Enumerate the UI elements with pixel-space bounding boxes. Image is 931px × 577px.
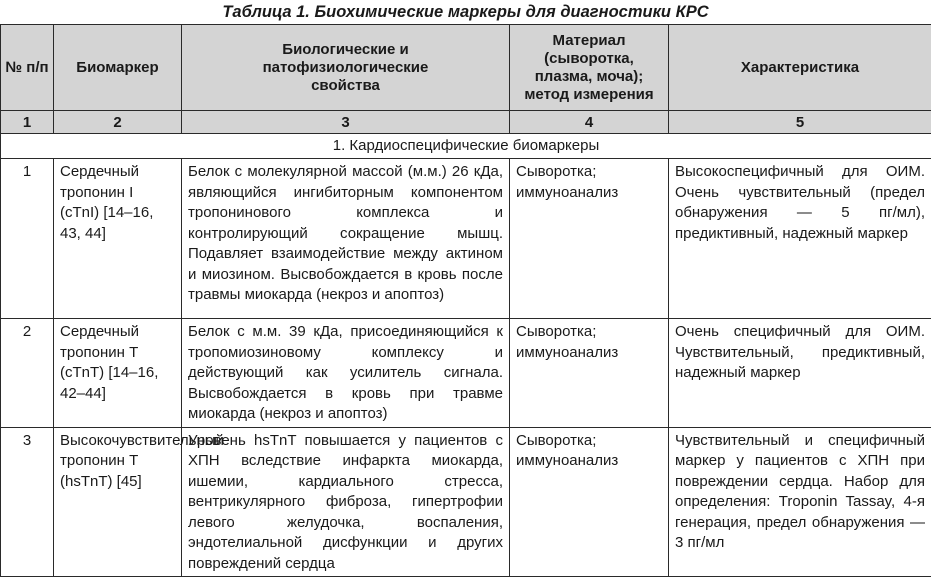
biomarker-characteristic: Высокоспецифичный для ОИМ. Очень чувствительный (предел обнаружения — 5 пг/мл), предиктивный, надежный маркер — [669, 159, 931, 319]
column-number: 2 — [54, 111, 182, 134]
column-number: 3 — [182, 111, 510, 134]
biomarker-material: Сыворотка; иммуноанализ — [510, 159, 669, 319]
header-material: Материал (сыворотка, плазма, моча); метод измерения — [510, 25, 669, 111]
biomarker-properties: Уровень hsTnT повышается у пациентов с ХПН вследствие инфаркта миокарда, ишемии, кардиального стресса, вентрикулярного фиброза, гипертрофии левого желудочка, воспаления, эндотелиальной дисфункции и других повреждений сердца — [182, 427, 510, 577]
header-number: № п/п — [1, 25, 54, 111]
table-row — [1, 427, 931, 577]
biomarker-characteristic: Очень специфичный для ОИМ. Чувствительный, предиктивный, надежный маркер — [669, 319, 931, 428]
biomarker-properties: Белок с молекулярной массой (м.м.) 26 кДа, являющийся ингибиторным компонентом тропонинового комплекса и контролирующий сокращение мышц. Подавляет взаимодействие между актином и миозином. Высвобождается в кровь после травмы миокарда (некроз и апоптоз) — [182, 159, 510, 319]
biomarker-characteristic: Чувствительный и специфичный маркер у пациентов с ХПН при повреждении сердца. Набор для определения: Troponin Tassay, 4-я генерация, предел обнаружения — 3 пг/мл — [669, 427, 931, 577]
header-properties: Биологические и патофизиологические свойства — [182, 25, 510, 111]
section-row — [1, 134, 931, 159]
row-number: 1 — [1, 159, 54, 319]
biomarker-name: Сердечный тропонин T (cTnT) [14–16, 42–44] — [54, 319, 182, 428]
header-row — [1, 25, 931, 111]
section-title: 1. Кардиоспецифические биомаркеры — [1, 134, 931, 159]
table-row — [1, 319, 931, 428]
column-number: 4 — [510, 111, 669, 134]
header-characteristic: Характеристика — [669, 25, 931, 111]
table-row — [1, 159, 931, 319]
table-caption: Таблица 1. Биохимические маркеры для диагностики КРС — [0, 0, 931, 24]
column-number: 1 — [1, 111, 54, 134]
biomarker-material: Сыворотка; иммуноанализ — [510, 319, 669, 428]
header-biomarker: Биомаркер — [54, 25, 182, 111]
row-number: 3 — [1, 427, 54, 577]
biomarker-name: Высокочувствительный тропонин T (hsTnT) [45] — [54, 427, 182, 577]
biomarker-properties: Белок с м.м. 39 кДа, присоединяющийся к тропомиозиновому комплексу и действующий как усилитель сигнала. Высвобождается в кровь при травме миокарда (некроз и апоптоз) — [182, 319, 510, 428]
row-number: 2 — [1, 319, 54, 428]
biomarker-material: Сыворотка; иммуноанализ — [510, 427, 669, 577]
column-number: 5 — [669, 111, 931, 134]
column-number-row — [1, 111, 931, 134]
biomarker-name: Сердечный тропонин I (cTnI) [14–16, 43, 44] — [54, 159, 182, 319]
biomarkers-table — [0, 24, 931, 577]
